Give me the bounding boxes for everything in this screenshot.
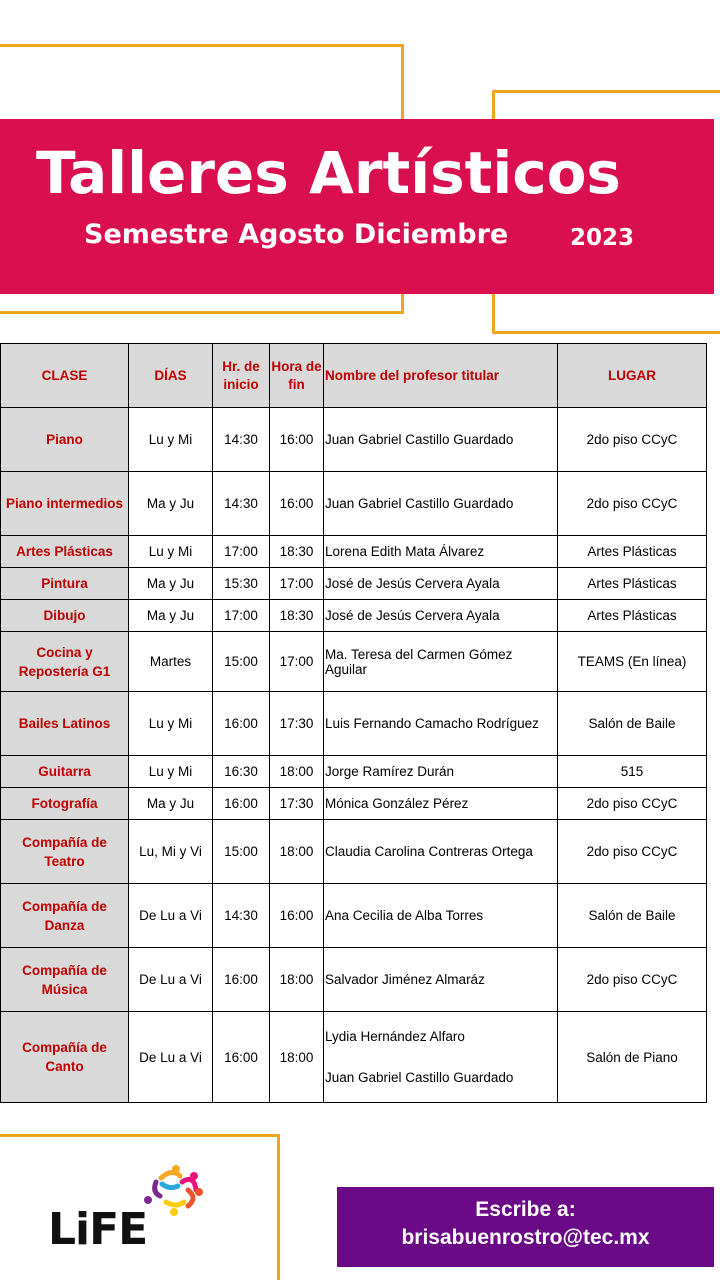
cell-clase: Compañía de Teatro: [1, 820, 129, 884]
cell-lugar: Salón de Baile: [558, 692, 707, 756]
cell-dias: Lu y Mi: [129, 536, 213, 568]
cell-profesor: Salvador Jiménez Almaráz: [324, 948, 558, 1012]
contact-email[interactable]: brisabuenrostro@tec.mx: [401, 1226, 650, 1249]
cell-fin: 18:30: [270, 536, 324, 568]
cell-dias: De Lu a Vi: [129, 884, 213, 948]
life-logo-text: LiFE: [48, 1204, 148, 1255]
cell-dias: Lu y Mi: [129, 756, 213, 788]
cell-lugar: Salón de Piano: [558, 1012, 707, 1103]
table-row: [1, 884, 707, 948]
cell-lugar: Artes Plásticas: [558, 600, 707, 632]
cell-profesor: Ma. Teresa del Carmen Gómez Aguilar: [324, 632, 558, 692]
cell-fin: 17:00: [270, 632, 324, 692]
table-row: [1, 408, 707, 472]
cell-inicio: 16:00: [213, 948, 270, 1012]
table-row: [1, 536, 707, 568]
page-subtitle: Semestre Agosto Diciembre: [84, 219, 509, 250]
cell-fin: 18:00: [270, 820, 324, 884]
cell-lugar: Salón de Baile: [558, 884, 707, 948]
cell-fin: 16:00: [270, 472, 324, 536]
table-header-row: [1, 344, 707, 408]
cell-dias: De Lu a Vi: [129, 1012, 213, 1103]
cell-fin: 17:30: [270, 692, 324, 756]
cell-inicio: 15:00: [213, 632, 270, 692]
cell-clase: Compañía de Canto: [1, 1012, 129, 1103]
table-row: [1, 692, 707, 756]
contact-box: [337, 1187, 714, 1267]
cell-clase: Guitarra: [1, 756, 129, 788]
cell-clase: Dibujo: [1, 600, 129, 632]
cell-profesor: Lorena Edith Mata Álvarez: [324, 536, 558, 568]
cell-clase: Artes Plásticas: [1, 536, 129, 568]
cell-profesor: Juan Gabriel Castillo Guardado: [324, 408, 558, 472]
cell-clase: Piano: [1, 408, 129, 472]
cell-fin: 18:00: [270, 756, 324, 788]
cell-profesor: Jorge Ramírez Durán: [324, 756, 558, 788]
table-row: [1, 472, 707, 536]
cell-dias: Ma y Ju: [129, 788, 213, 820]
cell-lugar: Artes Plásticas: [558, 568, 707, 600]
table-row: [1, 756, 707, 788]
page-title: Talleres Artísticos: [36, 139, 621, 207]
column-header-profesor: Nombre del profesor titular: [324, 344, 558, 408]
cell-lugar: TEAMS (En línea): [558, 632, 707, 692]
cell-fin: 18:00: [270, 948, 324, 1012]
cell-dias: Ma y Ju: [129, 568, 213, 600]
cell-lugar: 2do piso CCyC: [558, 948, 707, 1012]
cell-lugar: 2do piso CCyC: [558, 788, 707, 820]
cell-inicio: 15:00: [213, 820, 270, 884]
cell-fin: 18:00: [270, 1012, 324, 1103]
profesor-name: Lydia Hernández Alfaro: [325, 1029, 465, 1044]
cell-inicio: 17:00: [213, 600, 270, 632]
cell-clase: Pintura: [1, 568, 129, 600]
cell-inicio: 15:30: [213, 568, 270, 600]
cell-dias: De Lu a Vi: [129, 948, 213, 1012]
table-row: [1, 632, 707, 692]
table-row: [1, 600, 707, 632]
cell-fin: 18:30: [270, 600, 324, 632]
column-header-inicio: Hr. de inicio: [213, 344, 270, 408]
schedule-table: [0, 343, 707, 1103]
cell-profesor: José de Jesús Cervera Ayala: [324, 600, 558, 632]
profesor-name-second: Juan Gabriel Castillo Guardado: [325, 1070, 514, 1085]
table-row: [1, 788, 707, 820]
cell-inicio: 14:30: [213, 408, 270, 472]
column-header-lugar: LUGAR: [558, 344, 707, 408]
cell-dias: Lu, Mi y Vi: [129, 820, 213, 884]
cell-profesor: Mónica González Pérez: [324, 788, 558, 820]
cell-inicio: 16:00: [213, 788, 270, 820]
cell-dias: Ma y Ju: [129, 600, 213, 632]
cell-dias: Lu y Mi: [129, 408, 213, 472]
cell-profesor: Juan Gabriel Castillo Guardado: [324, 472, 558, 536]
cell-lugar: 2do piso CCyC: [558, 820, 707, 884]
life-logo: [48, 1160, 208, 1260]
contact-label: Escribe a:: [475, 1198, 576, 1221]
cell-dias: Lu y Mi: [129, 692, 213, 756]
cell-fin: 17:00: [270, 568, 324, 600]
cell-inicio: 16:30: [213, 756, 270, 788]
cell-profesor: Ana Cecilia de Alba Torres: [324, 884, 558, 948]
cell-fin: 17:30: [270, 788, 324, 820]
column-header-dias: DÍAS: [129, 344, 213, 408]
cell-dias: Ma y Ju: [129, 472, 213, 536]
cell-lugar: 515: [558, 756, 707, 788]
cell-inicio: 16:00: [213, 692, 270, 756]
cell-inicio: 14:30: [213, 472, 270, 536]
table-row: [1, 1012, 707, 1103]
cell-inicio: 17:00: [213, 536, 270, 568]
cell-clase: Bailes Latinos: [1, 692, 129, 756]
table-row: [1, 820, 707, 884]
cell-profesor: Luis Fernando Camacho Rodríguez: [324, 692, 558, 756]
cell-inicio: 14:30: [213, 884, 270, 948]
cell-clase: Cocina y Repostería G1: [1, 632, 129, 692]
spacer: [325, 1044, 556, 1070]
cell-clase: Compañía de Música: [1, 948, 129, 1012]
cell-clase: Piano intermedios: [1, 472, 129, 536]
table-row: [1, 948, 707, 1012]
table-row: [1, 568, 707, 600]
cell-lugar: 2do piso CCyC: [558, 472, 707, 536]
column-header-fin: Hora de fin: [270, 344, 324, 408]
cell-profesor: [324, 1012, 558, 1103]
cell-dias: Martes: [129, 632, 213, 692]
cell-clase: Compañía de Danza: [1, 884, 129, 948]
cell-fin: 16:00: [270, 408, 324, 472]
cell-profesor: Claudia Carolina Contreras Ortega: [324, 820, 558, 884]
cell-lugar: 2do piso CCyC: [558, 408, 707, 472]
cell-inicio: 16:00: [213, 1012, 270, 1103]
cell-fin: 16:00: [270, 884, 324, 948]
cell-lugar: Artes Plásticas: [558, 536, 707, 568]
column-header-clase: CLASE: [1, 344, 129, 408]
cell-clase: Fotografía: [1, 788, 129, 820]
title-banner: [0, 119, 714, 294]
cell-profesor: José de Jesús Cervera Ayala: [324, 568, 558, 600]
year-label: 2023: [570, 225, 635, 251]
